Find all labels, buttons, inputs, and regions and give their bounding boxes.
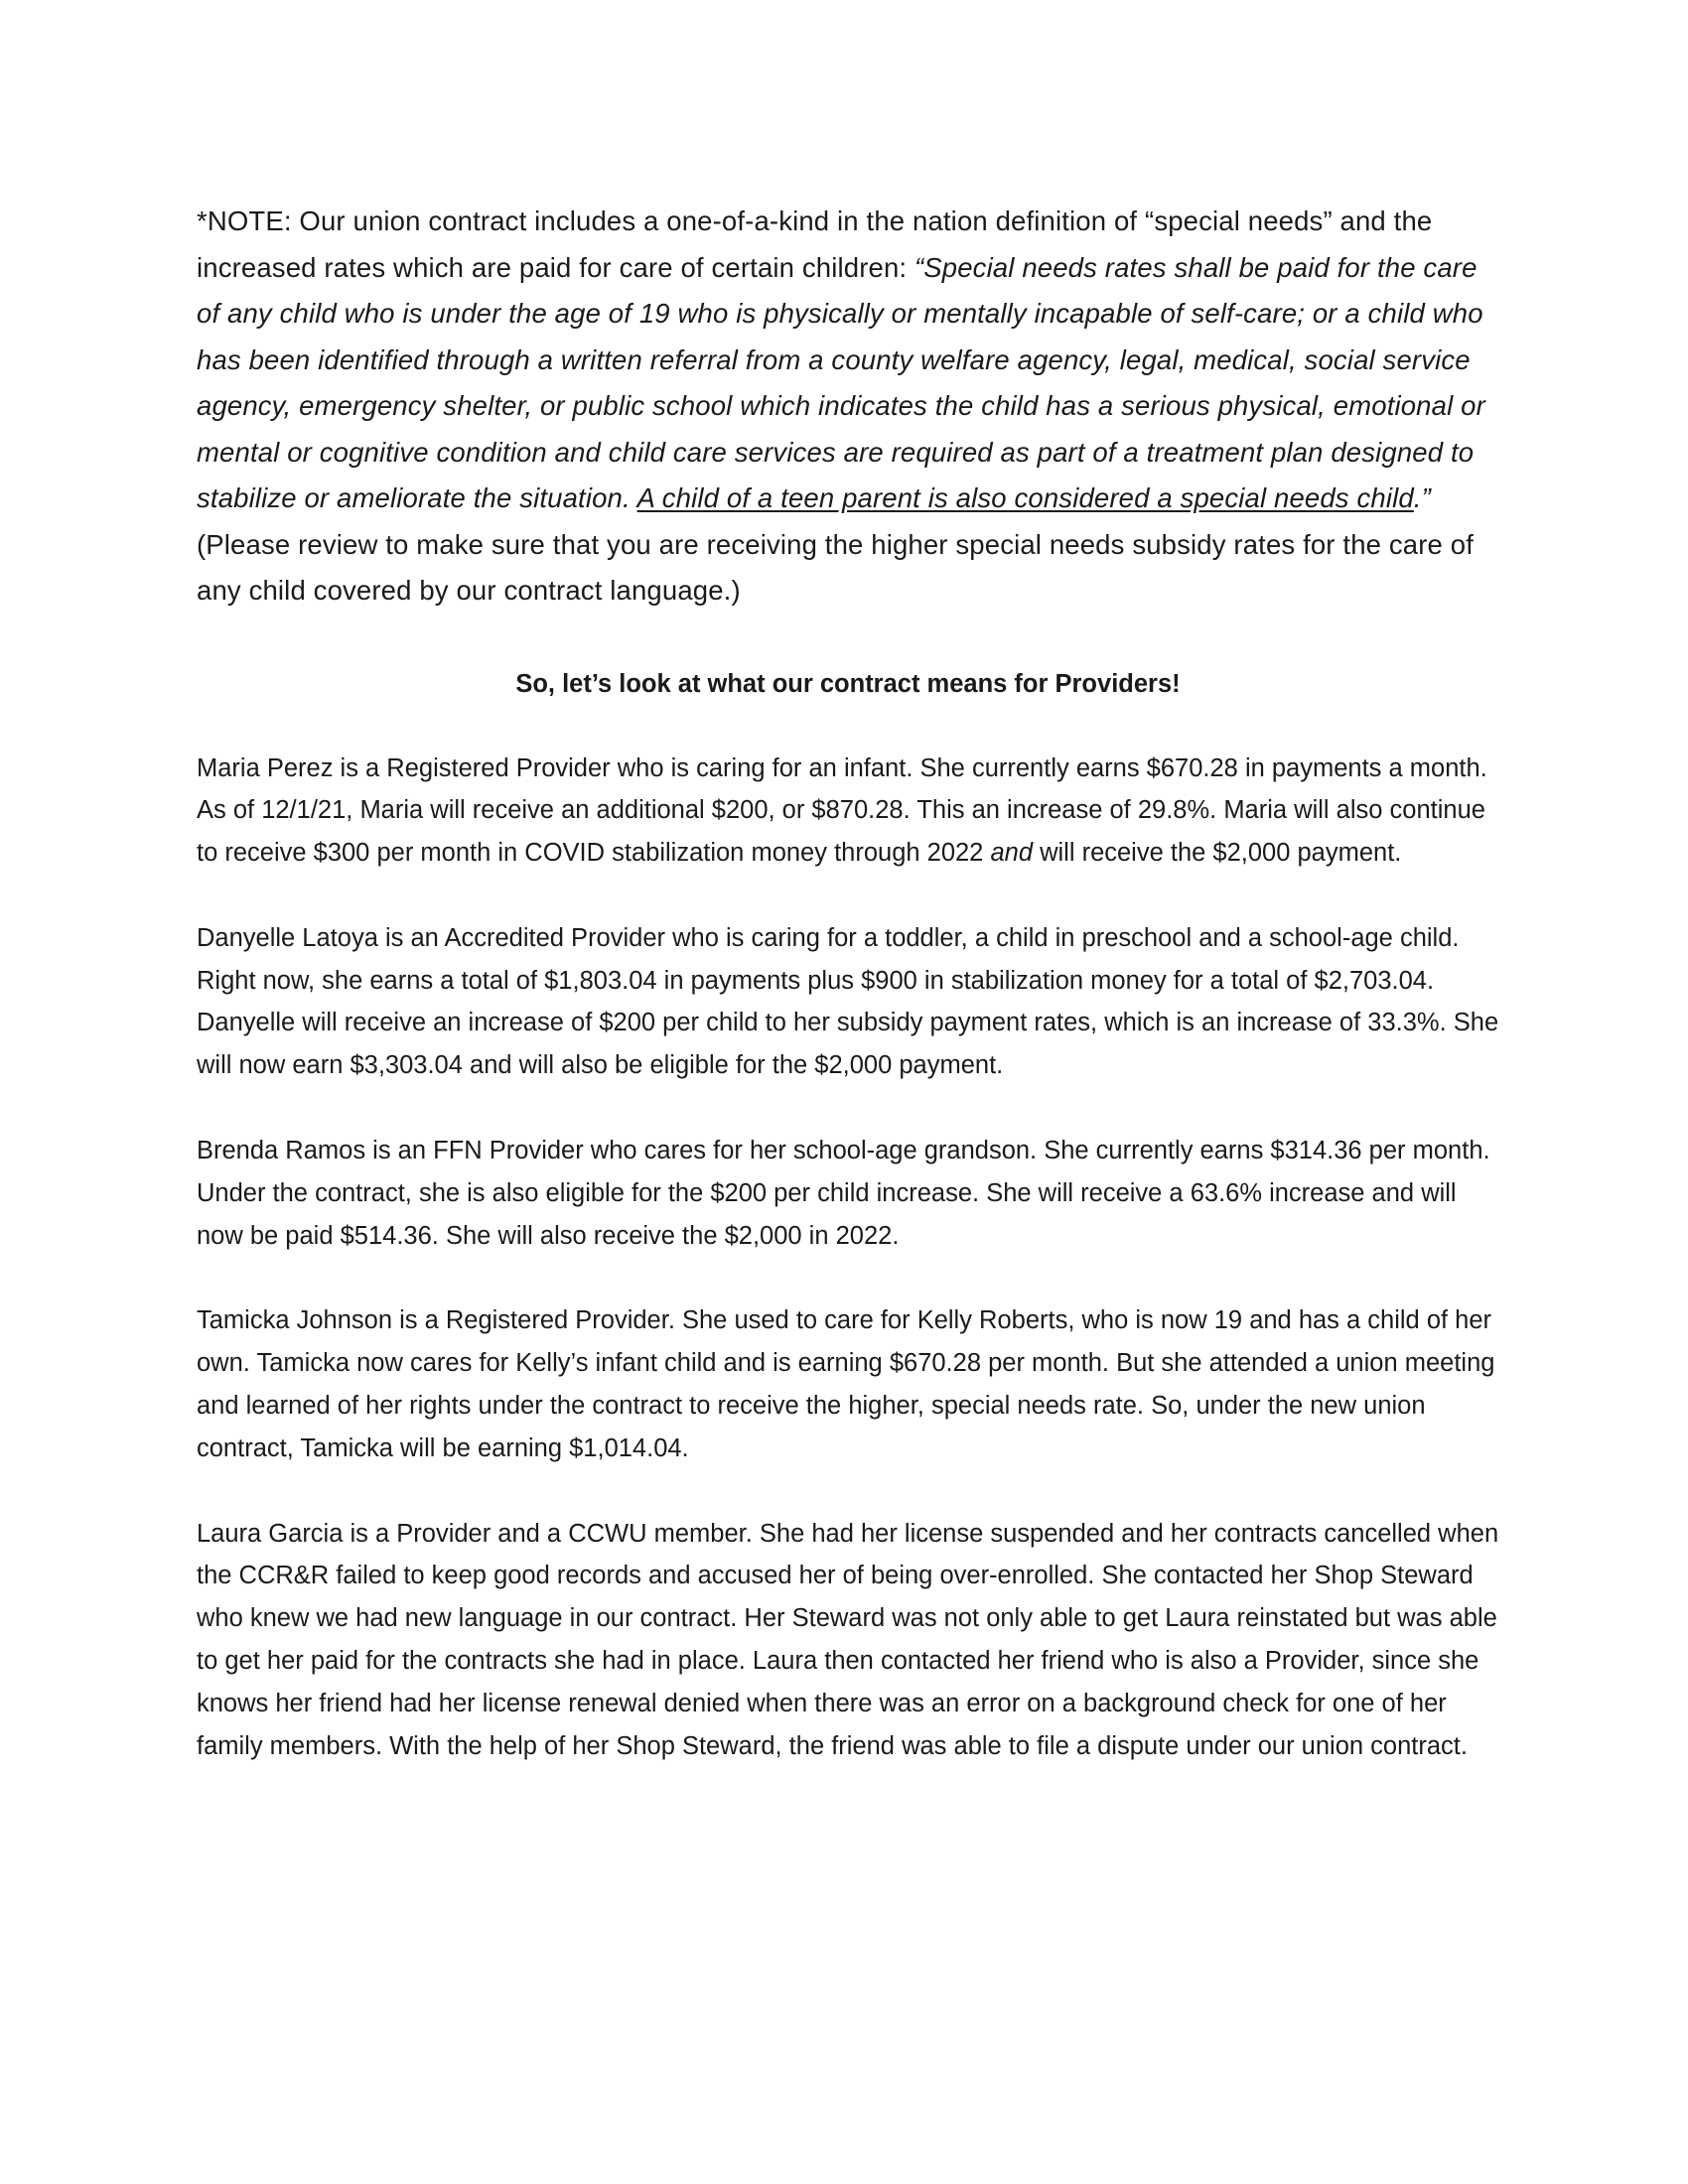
paragraph-brenda: Brenda Ramos is an FFN Provider who cares for her school-age grandson. She currently earns $314.36 per month. Under the contract, she is also eligible for the $200 per child increase. She will receive a 63.6% increase and will now be paid $514.36. She will also receive the $2,000 in 2022. bbox=[197, 1137, 1490, 1250]
section-heading: So, let’s look at what our contract means for Providers! bbox=[515, 669, 1181, 698]
paragraph-laura: Laura Garcia is a Provider and a CCWU member. She had her license suspended and her contracts cancelled when the CCR&R failed to keep good records and accused her of being over-enrolled. She contacted her Shop Steward who knew we had new language in our contract. Her Steward was not only able to get Laura reinstated but was able to get her paid for the contracts she had in place. Laura then contacted her friend who is also a Provider, since she knows her friend had her license renewal denied when there was an error on a background check for one of her family members. With the help of her Shop Steward, the friend was able to file a dispute under our union contract. bbox=[197, 1519, 1499, 1760]
paragraph-tamicka: Tamicka Johnson is a Registered Provider. She used to care for Kelly Roberts, who is now 19 and has a child of her own. Tamicka now cares for Kelly’s infant child and is earning $670.28 per month. But she attended a union meeting and learned of her rights under the contract to receive the higher, special needs rate. So, under the new union contract, Tamicka will be earning $1,014.04. bbox=[197, 1306, 1495, 1462]
maria-emphasis: and bbox=[990, 839, 1033, 868]
paragraph-maria bbox=[197, 748, 1499, 875]
paragraph-danyelle: Danyelle Latoya is an Accredited Provider who is caring for a toddler, a child in preschool and a school-age child. Right now, she earns a total of $1,803.04 in payments plus $900 in stabilization money for a total of $2,703.04. Danyelle will receive an increase of $200 per child to her subsidy payment rates, which is an increase of 33.3%. She will now earn $3,303.04 and will also be eligible for the $2,000 payment. bbox=[197, 923, 1499, 1080]
maria-text-start: Maria Perez is a Registered Provider who is caring for an infant. She currently earns $670.28 in payments a month. As of 12/1/21, Maria will receive an additional $200, or $870.28. This an increase of 29.8%. Maria will also continue to receive $300 per month in COVID stabilization money through 2022 bbox=[197, 753, 1487, 868]
note-lead: *NOTE: Our union contract includes a one-of-a-kind in the nation definition of “special needs” and the increased rates which are paid for care of certain children: bbox=[197, 205, 1433, 283]
maria-text-end: will receive the $2,000 payment. bbox=[1033, 839, 1402, 868]
note-quote-end: .” bbox=[1413, 482, 1431, 513]
note-quote-text: “Special needs rates shall be paid for the care of any child who is under the age of 19 who is physically or mentally incapable of self-care; or a child who has been identified through a written referral from a county welfare agency, legal, medical, social service agency, emergency shelter, or public school which indicates the child has a serious physical, emotional or mental or cognitive condition and child care services are required as part of a treatment plan designed to stabilize or ameliorate the situation. bbox=[197, 251, 1485, 513]
note-quote-underlined: A child of a teen parent is also considered a special needs child bbox=[636, 482, 1414, 513]
special-needs-note bbox=[197, 199, 1499, 614]
note-trailing: (Please review to make sure that you are receiving the higher special needs subsidy rates for the care of any child covered by our contract language.) bbox=[197, 528, 1474, 606]
note-quote bbox=[197, 252, 1485, 514]
